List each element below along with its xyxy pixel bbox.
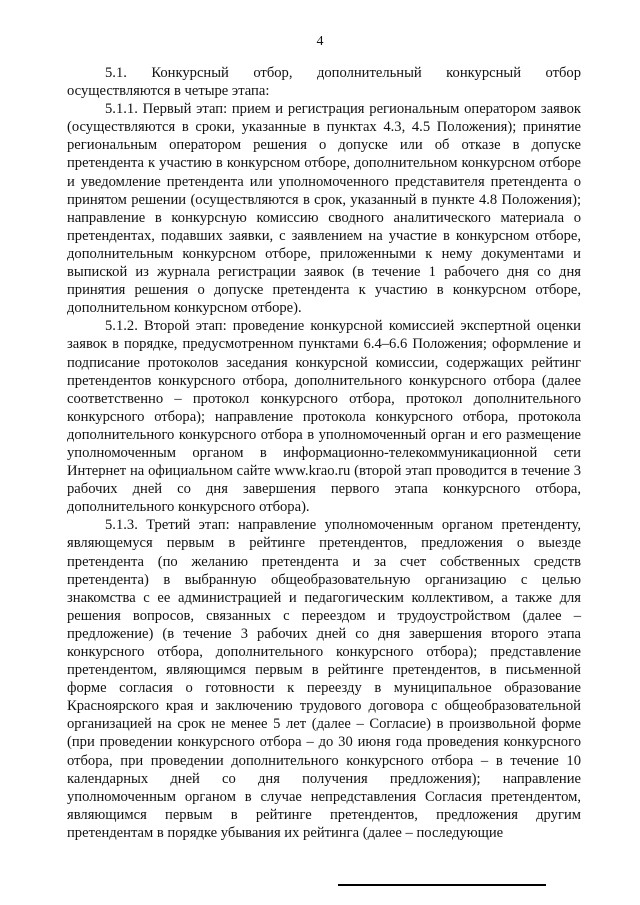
bottom-rule [338, 884, 546, 886]
paragraph-5-1: 5.1. Конкурсный отбор, дополнительный конкурсный отбор осуществляются в четыре этапа: [67, 65, 581, 100]
document-body [67, 64, 581, 842]
paragraph-5-1-1: 5.1.1. Первый этап: прием и регистрация региональным оператором заявок (осуществляются в сроки, указанные в пунктах 4.3, 4.5 Положения); принятие региональным оператором решения о допуске или об отказе в допуске претендента к участию в конкурсном отборе, дополнительном конкурсном отборе и уведомление претендента или уполномоченного представителя претендента о принятом решении (осуществляются в срок, указанный в пункте 4.8 Положения); направление в конкурсную комиссию сводного аналитического материала о претендентах, подавших заявки, с заявлением на участие в конкурсном отборе, дополнительным конкурсном отборе, приложенными к нему документами и выпиской из журнала регистрации заявок (в течение 1 рабочего дня со дня принятия решения о допуске претендента к участию в конкурсном отборе, дополнительном конкурсном отборе). [67, 101, 581, 317]
paragraph-5-1-3: 5.1.3. Третий этап: направление уполномоченным органом претенденту, являющемуся первым в рейтинге претендентов, предложения о выезде претендента (по желанию претендента и за счет собственных средств претендента) в выбранную общеобразовательную организацию с целью знакомства с ее администрацией и педагогическим коллективом, а также для решения вопросов, связанных с переездом и трудоустройством (далее – предложение) (в течение 3 рабочих дней со дня завершения второго этапа конкурсного отбора, дополнительного конкурсного отбора); представление претендентом, являющимся первым в рейтинге претендентов, в письменной форме согласия о готовности к переезду в муниципальное образование Красноярского края и заключению трудового договора с общеобразовательной организацией на срок не менее 5 лет (далее – Согласие) в произвольной форме (при проведении конкурсного отбора – до 30 июня года проведения конкурсного отбора, при проведении дополнительного конкурсного отбора – в течение 10 календарных дней со дня получения предложения); направление уполномоченным органом в случае непредставления Согласия претендентом, являющимся первым в рейтинге претендентов, предложения другим претендентам в порядке убывания их рейтинга (далее – последующие [67, 517, 581, 841]
page-number: 4 [316, 34, 324, 49]
paragraph-5-1-2: 5.1.2. Второй этап: проведение конкурсной комиссией экспертной оценки заявок в порядке, предусмотренном пунктами 6.4–6.6 Положения; оформление и подписание протоколов заседания конкурсной комиссии, содержащих рейтинг претендентов конкурсного отбора, дополнительного конкурсного отбора (далее соответственно – протокол конкурсного отбора, протокол дополнительного конкурсного отбора); направление протокола конкурсного отбора, протокола дополнительного конкурсного отбора в уполномоченный орган и его размещение уполномоченным органом в информационно-телекоммуникационной сети Интернет на официальном сайте www.krao.ru (второй этап проводится в течение 3 рабочих дней со дня завершения первого этапа конкурсного отбора, дополнительного конкурсного отбора). [67, 318, 581, 516]
